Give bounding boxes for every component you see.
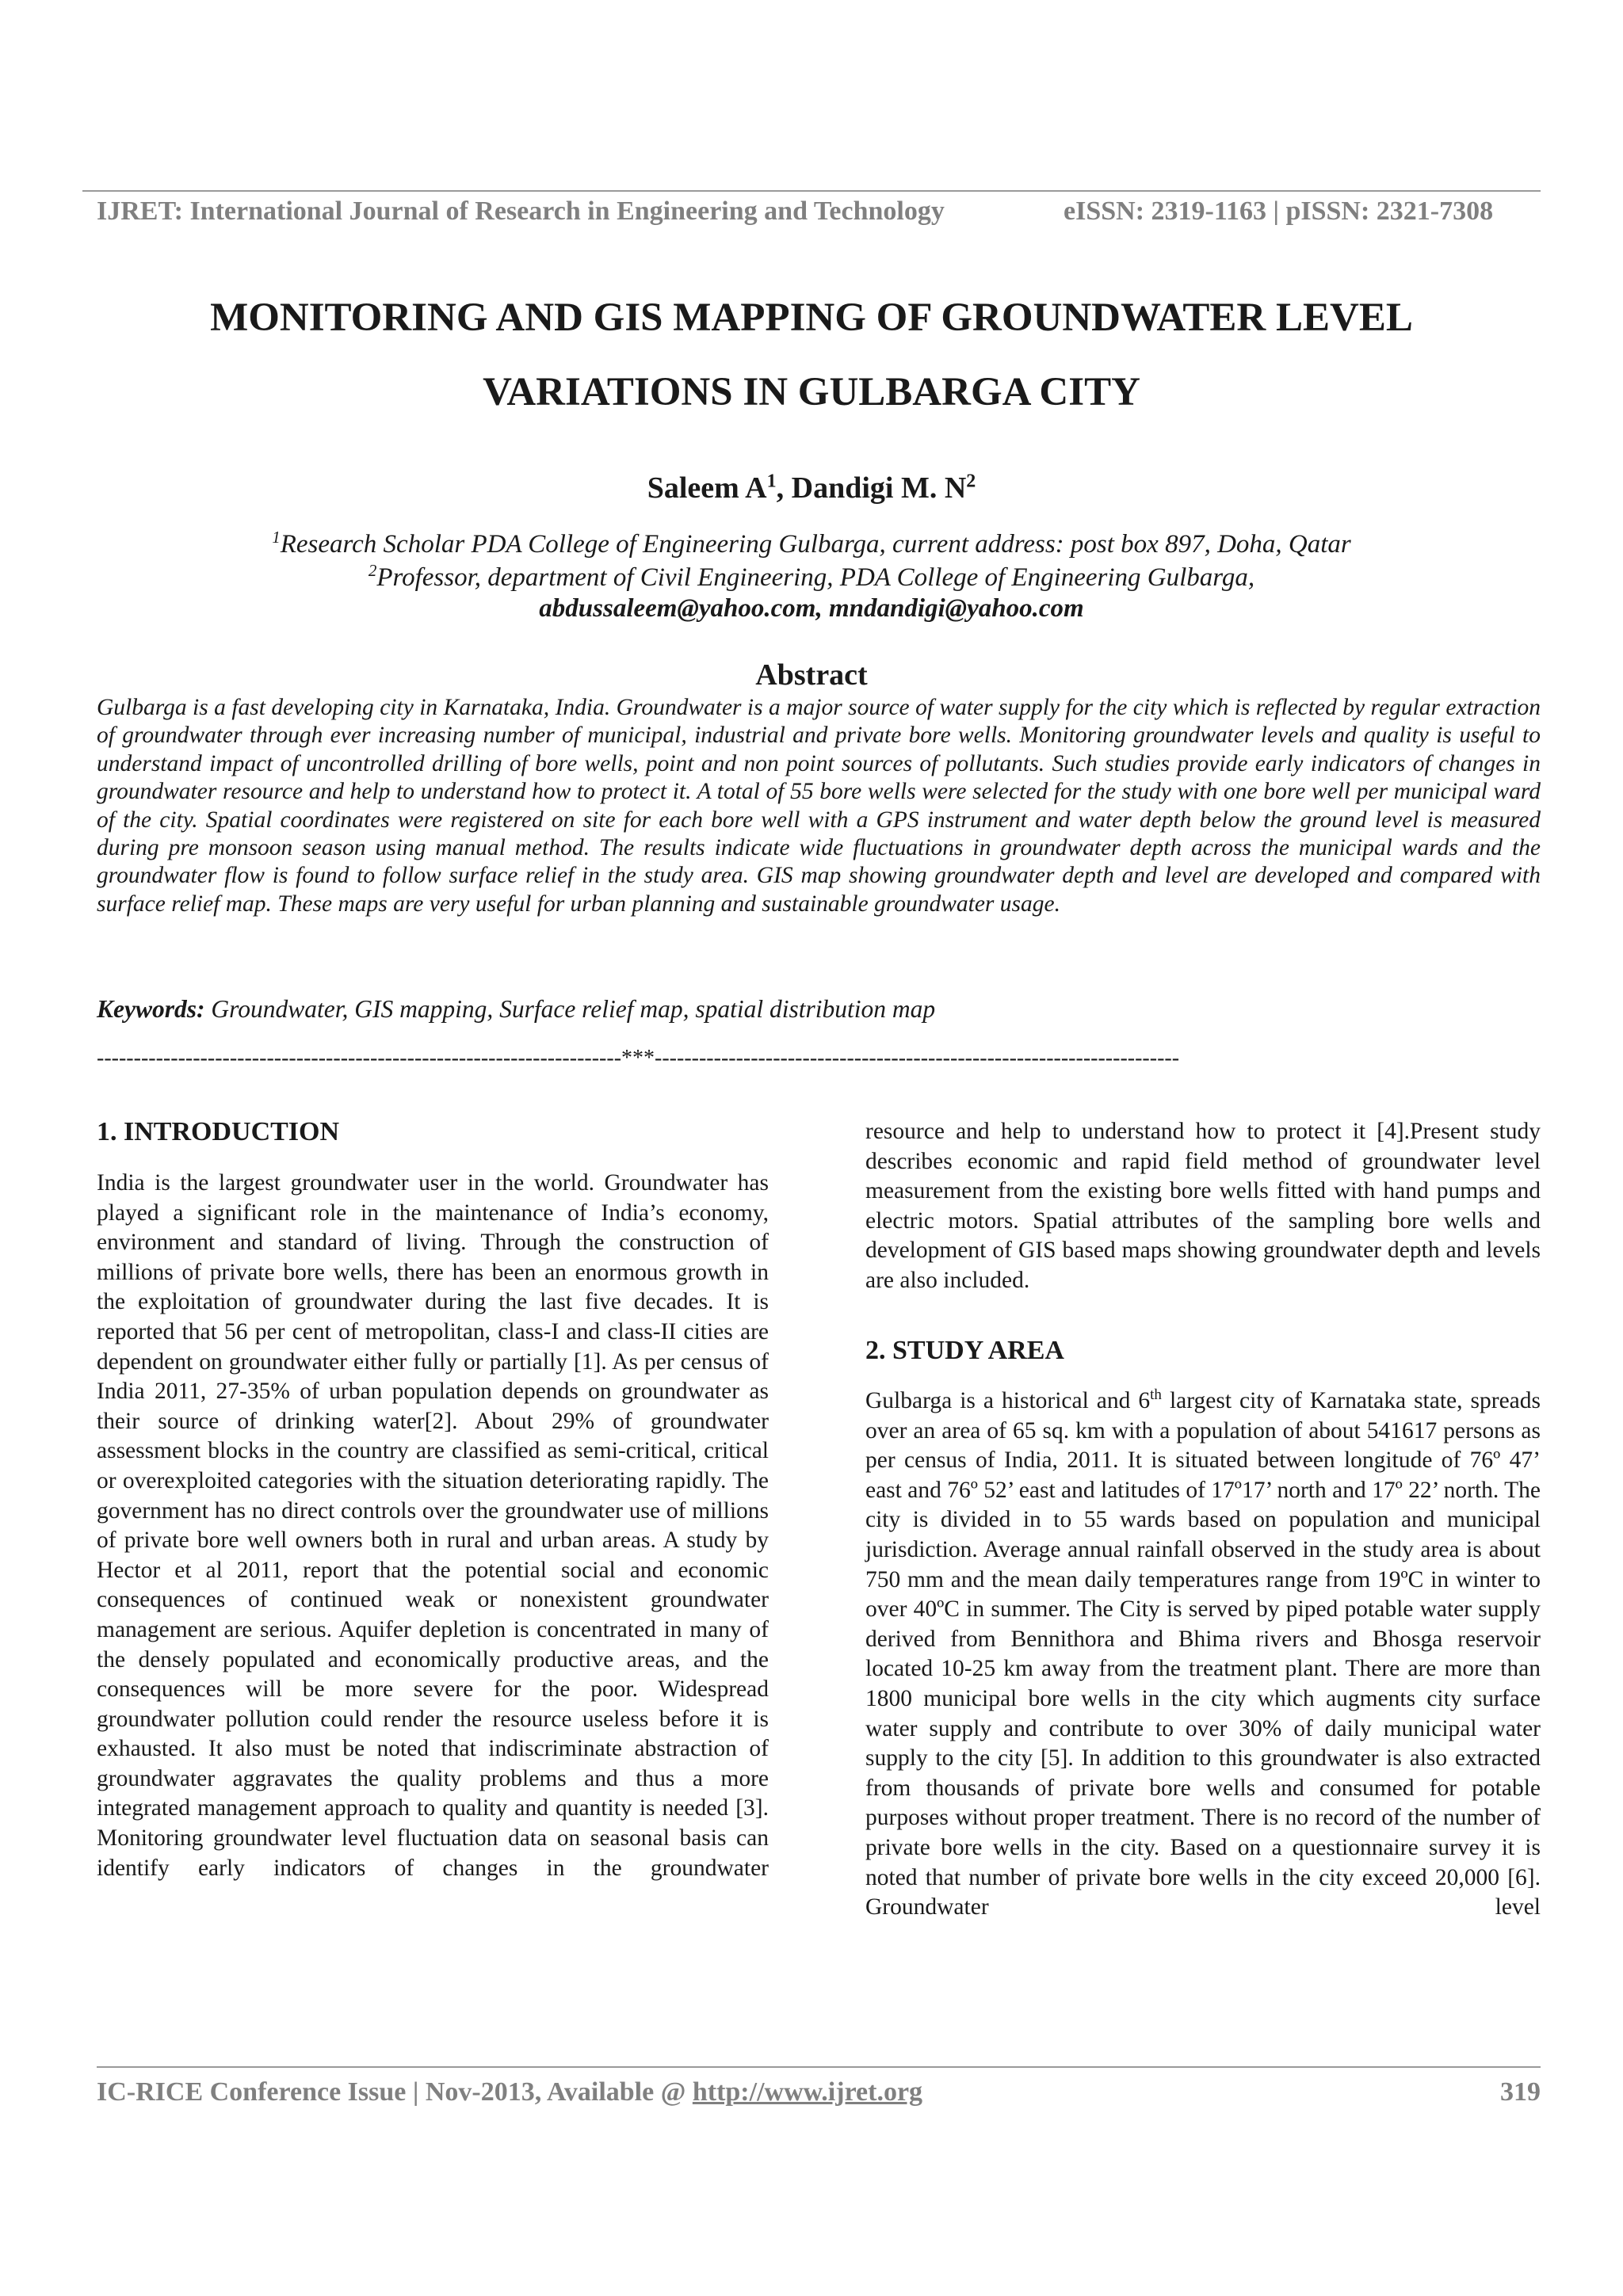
author-1-sup: 1 bbox=[766, 471, 777, 492]
intro-body bbox=[97, 1169, 769, 1883]
study-area-text-pre: Gulbarga is a historical and 6 bbox=[865, 1388, 1151, 1413]
journal-header: IJRET: International Journal of Research in Engineering and Technology bbox=[97, 196, 945, 226]
footer-divider bbox=[97, 2066, 1541, 2068]
paper-title-line-2: VARIATIONS IN GULBARGA CITY bbox=[483, 370, 1140, 414]
abstract-heading: Abstract bbox=[755, 658, 868, 692]
study-area-text-post: largest city of Karnataka state, spreads over an area of 65 sq. km with a population of about 541617 persons as per census of India, 2011. It is situated between longitude of 76º 47’ east and 76º 52’ east and latitudes of 17º17’ north and 17º 22’ north. The city is divided in to 55 wards based on population and municipal jurisdiction. Average annual rainfall observed in the study area is about 750 mm and the mean daily temperatures range from 19ºC in winter to over 40ºC in summer. The City is served by piped potable water supply derived from Bennithora and Bhima rivers and Bhosga reservoir located 10-25 km away from the treatment plant. There are more than 1800 municipal bore wells in the city which augments city surface water supply and contribute to over 30% of daily municipal water supply to the city [5]. In addition to this groundwater is also extracted from thousands of private bore wells and consumed for potable purposes without proper treatment. There is no record of the number of private bore wells in the city. Based on a questionnaire survey it is noted that number of private bore wells in the city exceed 20,000 [6]. Groundwater level bbox=[865, 1388, 1541, 1920]
author-separator: , bbox=[776, 471, 792, 505]
author-1: Saleem A bbox=[647, 471, 767, 505]
study-area-paragraph bbox=[865, 1386, 1541, 1923]
footer-text: IC-RICE Conference Issue | Nov-2013, Available @ bbox=[97, 2077, 693, 2107]
intro-continued-paragraph: resource and help to understand how to protect it [4].Present study describes economic and rapid field method of groundwater level measurement from the existing bore wells fitted with hand pumps and electric motors. Spatial attributes of the sampling bore wells and development of GIS based maps showing groundwater depth and levels are also included. bbox=[865, 1119, 1541, 1293]
affiliation-2 bbox=[0, 561, 1623, 593]
journal-link[interactable]: http://www.ijret.org bbox=[692, 2077, 923, 2107]
intro-paragraph: India is the largest groundwater user in the world. Groundwater has played a significant role in the maintenance of India’s economy, environment and standard of living. Through the construction of millions of private bore wells, there has been an enormous growth in the exploitation of groundwater during the last five decades. It is reported that 56 per cent of metropolitan, class-I and class-II cities are dependent on groundwater either fully or partially [1]. As per census of India 2011, 27-35% of urban population depends on groundwater as their source of drinking water[2]. About 29% of groundwater assessment blocks in the country are classified as semi-critical, critical or overexploited categories with the situation deteriorating rapidly. The government has no direct controls over the groundwater use of millions of private bore well owners both in rural and urban areas. A study by Hector et al 2011, report that the potential social and economic consequences of continued weak or nonexistent groundwater management are serious. Aquifer depletion is concentrated in many of the densely populated and economically productive areas, and the consequences will be more severe for the poor. Widespread groundwater pollution could render the resource useless before it is exhausted. It also must be noted that indiscriminate abstraction of groundwater aggravates the quality problems and thus a more integrated management approach to quality and quantity is needed [3]. Monitoring groundwater level fluctuation data on seasonal basis can identify early indicators of changes in the groundwater bbox=[97, 1170, 769, 1881]
intro-continued bbox=[865, 1117, 1541, 1296]
keywords-text: Groundwater, GIS mapping, Surface relief map, spatial distribution map bbox=[204, 995, 936, 1023]
affiliation-1-text: Research Scholar PDA College of Engineering Gulbarga, current address: post box 897, Doha, Qatar bbox=[280, 530, 1351, 559]
study-area-body bbox=[865, 1386, 1541, 1923]
issn-header: eISSN: 2319-1163 | pISSN: 2321-7308 bbox=[1064, 196, 1494, 226]
header-divider bbox=[82, 190, 1541, 192]
author-emails: abdussaleem@yahoo.com, mndandigi@yahoo.com bbox=[539, 594, 1084, 623]
affiliation-2-text: Professor, department of Civil Engineering, PDA College of Engineering Gulbarga, bbox=[376, 563, 1255, 592]
abstract-text: Gulbarga is a fast developing city in Karnataka, India. Groundwater is a major source of water supply for the city which is reflected by regular extraction of groundwater through ever increasing number of municipal, industrial and private bore wells. Monitoring groundwater levels and quality is useful to understand impact of uncontrolled drilling of bore wells, point and non point sources of pollutants. Such studies provide early indicators of changes in groundwater resource and help to understand how to protect it. A total of 55 bore wells were selected for the study with one bore well per municipal ward of the city. Spatial coordinates were registered on site for each bore well with a GPS instrument and water depth below the ground level is measured during pre monsoon season using manual method. The results indicate wide fluctuations in groundwater depth across the municipal wards and the groundwater flow is found to follow surface relief in the study area. GIS map showing groundwater depth and level are developed and compared with surface relief map. These maps are very useful for urban planning and sustainable groundwater usage. bbox=[97, 695, 1541, 917]
affiliation-1-sup: 1 bbox=[272, 528, 281, 547]
page-number: 319 bbox=[1500, 2077, 1541, 2107]
affiliation-1 bbox=[0, 528, 1623, 559]
paper-title-line-1: MONITORING AND GIS MAPPING OF GROUNDWATER LEVEL bbox=[210, 296, 1413, 340]
study-area-sup: th bbox=[1150, 1386, 1162, 1404]
affiliation-2-sup: 2 bbox=[368, 561, 377, 580]
intro-heading: 1. INTRODUCTION bbox=[97, 1117, 340, 1146]
study-area-heading: 2. STUDY AREA bbox=[865, 1336, 1064, 1365]
keywords-label: Keywords: bbox=[97, 995, 205, 1023]
authors bbox=[0, 471, 1623, 505]
footer-citation bbox=[97, 2077, 922, 2107]
author-2-sup: 2 bbox=[966, 471, 976, 492]
author-2: Dandigi M. N bbox=[791, 471, 967, 505]
section-separator: -----------------------------------------------------------------------***----------------------------------------------------------------------- bbox=[97, 1046, 1180, 1070]
keywords bbox=[97, 995, 935, 1024]
